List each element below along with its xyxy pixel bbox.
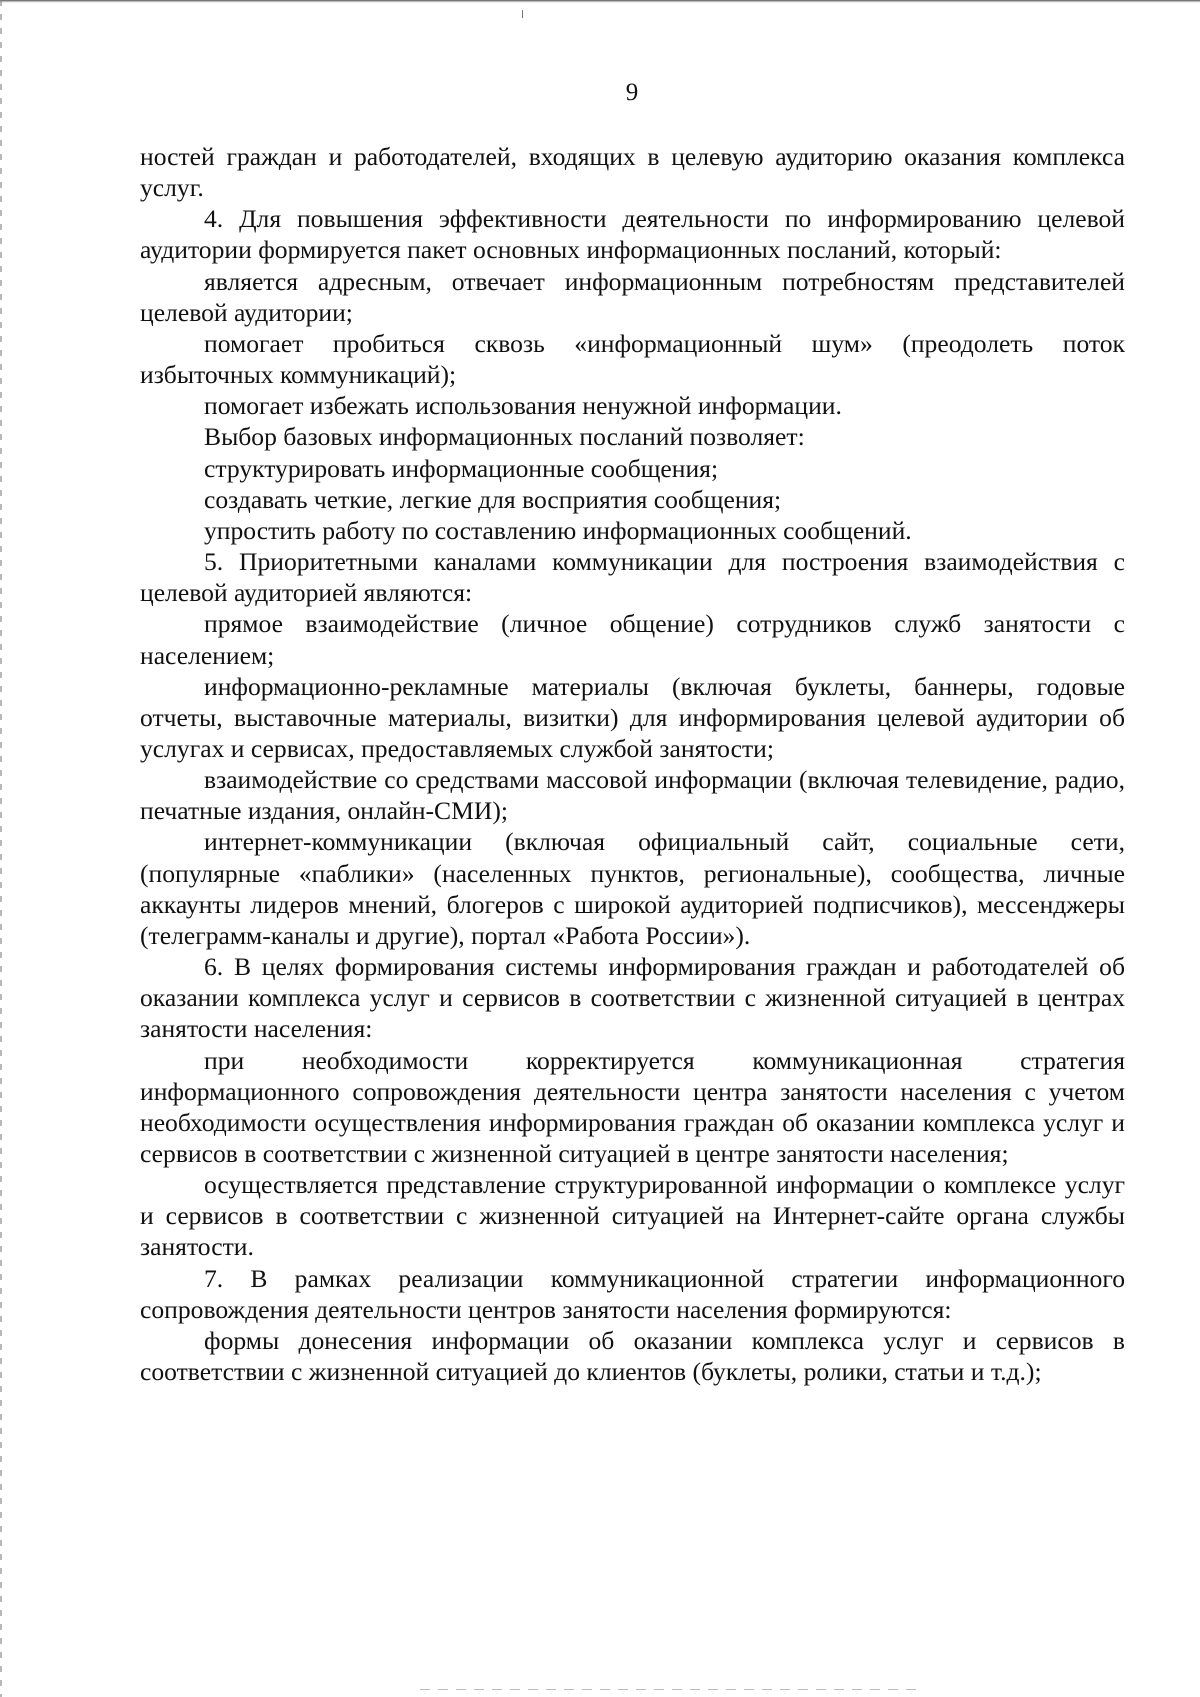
- paragraph: ностей граждан и работодателей, входящих в целевую аудиторию оказания комплекса услуг.: [140, 142, 1125, 203]
- paragraph: помогает пробиться сквозь «информационный шум» (преодолеть поток избыточных коммуникаций);: [140, 328, 1125, 390]
- paragraph: Выбор базовых информационных посланий позволяет:: [204, 422, 805, 452]
- paragraph: 4. Для повышения эффективности деятельности по информированию целевой аудитории формируется пакет основных информационных посланий, который:: [140, 204, 1125, 265]
- paragraph: структурировать информационные сообщения;: [204, 453, 719, 483]
- paragraph: помогает избежать использования ненужной информации.: [204, 391, 842, 421]
- paragraph: интернет-коммуникации (включая официальный сайт, социальные сети, (популярные «паблики» (населенных пунктов, региональные), сообщества, личные аккаунты лидеров мнений, блогеров с широкой аудиторией подписчиков), мессенджеры (телеграмм-каналы и другие), портал «Работа России»).: [140, 827, 1125, 950]
- paragraph: создавать четкие, легкие для восприятия сообщения;: [204, 484, 782, 514]
- paragraph: упростить работу по составлению информационных сообщений.: [204, 515, 912, 545]
- paragraph: является адресным, отвечает информационным потребностям представителей целевой аудитории;: [140, 266, 1125, 327]
- paragraph: 5. Приоритетными каналами коммуникации для построения взаимодействия с целевой аудиторией являются:: [140, 547, 1125, 608]
- paragraph: взаимодействие со средствами массовой информации (включая телевидение, радио, печатные издания, онлайн-СМИ);: [140, 765, 1125, 826]
- paragraph: осуществляется представление структурированной информации о комплексе услуг и сервисов в соответствии с жизненной ситуацией на Интернет-сайте органа службы занятости.: [140, 1170, 1125, 1262]
- paragraph: информационно-рекламные материалы (включая буклеты, баннеры, годовые отчеты, выставочные материалы, визитки) для информирования целевой аудитории об услугах и сервисах, предоставляемых службой занятости;: [140, 671, 1125, 763]
- document-body: [140, 141, 1125, 1387]
- scan-mark: [522, 10, 523, 18]
- scan-bottom-artifact: [420, 1689, 920, 1690]
- paragraph: формы донесения информации об оказании комплекса услуг и сервисов в соответствии с жизненной ситуацией до клиентов (буклеты, ролики, статьи и т.д.);: [140, 1325, 1125, 1387]
- paragraph: прямое взаимодействие (личное общение) сотрудников служб занятости с населением;: [140, 609, 1125, 670]
- paragraph: 6. В целях формирования системы информирования граждан и работодателей об оказании комплекса услуг и сервисов в соответствии с жизненной ситуацией в центрах занятости населения:: [140, 952, 1125, 1044]
- page-number: 9: [625, 79, 639, 106]
- scan-left-edge: [0, 0, 2, 1697]
- paragraph: 7. В рамках реализации коммуникационной стратегии информационного сопровождения деятельности центров занятости населения формируются:: [140, 1263, 1125, 1324]
- scan-top-edge: [0, 0, 1200, 3]
- paragraph: при необходимости корректируется коммуникационная стратегия информационного сопровождения деятельности центра занятости населения с учетом необходимости осуществления информирования граждан об оказании комплекса услуг и сервисов в соответствии с жизненной ситуацией в центре занятости населения;: [140, 1045, 1125, 1168]
